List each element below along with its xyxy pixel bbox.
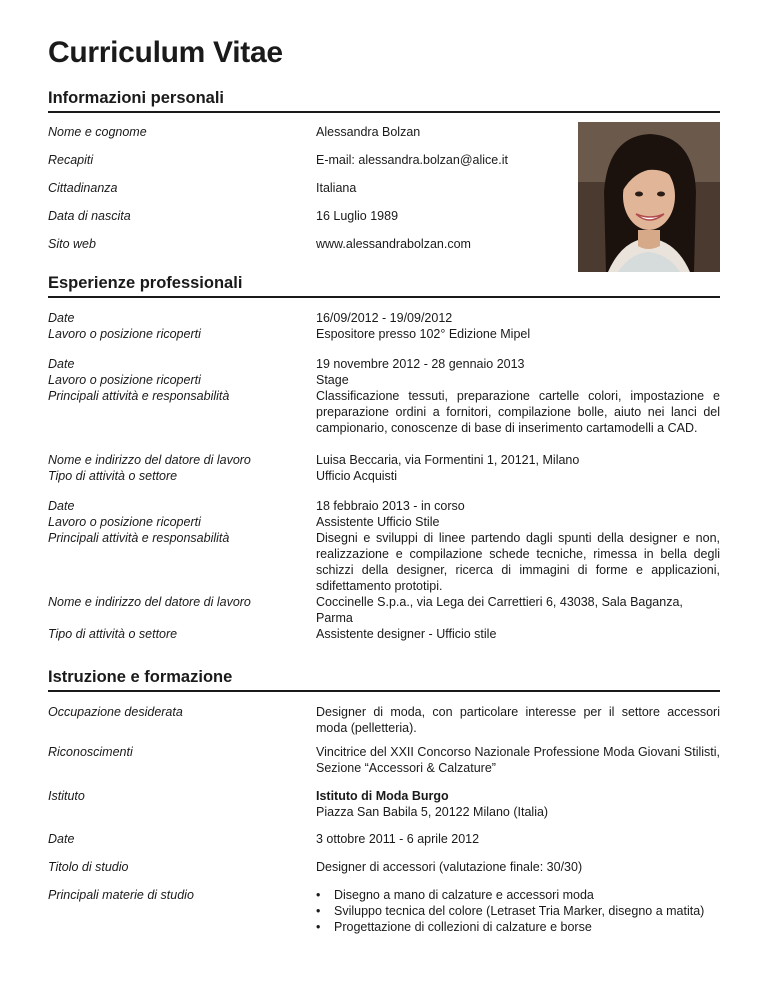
job2-sector-label: Tipo di attività o settore (48, 469, 178, 483)
section-education-heading: Istruzione e formazione (48, 667, 720, 692)
job1-role-label: Lavoro o posizione ricoperti (48, 327, 201, 341)
job3-sector-label: Tipo di attività o settore (48, 627, 178, 641)
personal-value-citizenship: Italiana (316, 181, 357, 195)
job3-employer-label: Nome e indirizzo del datore di lavoro (48, 595, 251, 609)
document-title: Curriculum Vitae (48, 36, 283, 69)
job2-sector: Ufficio Acquisti (316, 469, 398, 483)
education-dates-label: Date (48, 832, 75, 846)
education-institute-name: Istituto di Moda Burgo (316, 789, 449, 803)
job1-date: 16/09/2012 - 19/09/2012 (316, 311, 453, 325)
job3-sector: Assistente designer - Ufficio stile (316, 627, 497, 641)
education-subjects-label: Principali materie di studio (48, 888, 194, 902)
education-degree-label: Titolo di studio (48, 860, 129, 874)
job2-employer: Luisa Beccaria, via Formentini 1, 20121, Milano (316, 453, 580, 467)
personal-value-website[interactable]: www.alessandrabolzan.com (316, 237, 471, 251)
job2-role: Stage (316, 373, 349, 387)
personal-value-name: Alessandra Bolzan (316, 125, 421, 139)
job3-tasks-label: Principali attività e responsabilità (48, 531, 230, 545)
job3-tasks: Disegni e sviluppi di linee partendo dagli spunti della designer e non, realizzazione e compilazione schede tecniche, rimessa in bella degli schizzi della designer, ricerca di immagini di forme e applicazioni, sdifettamento prototipi. (316, 531, 720, 593)
personal-label-birthdate: Data di nascita (48, 209, 131, 223)
job3-date: 18 febbraio 2013 - in corso (316, 499, 465, 513)
education-occupation-label: Occupazione desiderata (48, 705, 183, 719)
personal-label-name: Nome e cognome (48, 125, 147, 139)
education-degree: Designer di accessori (valutazione finale: 30/30) (316, 860, 583, 874)
subject-item: • Disegno a mano di calzature e accessori moda (316, 887, 720, 903)
personal-value-email[interactable]: E-mail: alessandra.bolzan@alice.it (316, 153, 508, 167)
personal-label-citizenship: Cittadinanza (48, 181, 118, 195)
job3-employer: Coccinelle S.p.a., via Lega dei Carrettieri 6, 43038, Sala Baganza, Parma (316, 595, 683, 625)
job1-role: Espositore presso 102° Edizione Mipel (316, 327, 531, 341)
section-experience-heading: Esperienze professionali (48, 273, 720, 298)
subjects-list (316, 887, 720, 935)
section-personal-heading: Informazioni personali (48, 88, 720, 113)
personal-value-birthdate: 16 Luglio 1989 (316, 209, 399, 223)
job2-date: 19 novembre 2012 - 28 gennaio 2013 (316, 357, 525, 371)
job3-role-label: Lavoro o posizione ricoperti (48, 515, 201, 529)
subject-item: • Sviluppo tecnica del colore (Letraset Tria Marker, disegno a matita) (316, 903, 720, 919)
education-awards-label: Riconoscimenti (48, 745, 133, 759)
education-occupation: Designer di moda, con particolare interesse per il settore accessori moda (pelletteria). (316, 705, 720, 735)
profile-photo (578, 122, 720, 272)
personal-label-contacts: Recapiti (48, 153, 94, 167)
job2-tasks: Classificazione tessuti, preparazione cartelle colori, impostazione e preparazione ordini a fornitori, compilazione bolle, aiuto nei lanci del campionario, conoscenze di base di inserimento cartamodelli a CAD. (316, 389, 720, 435)
education-institute (316, 788, 720, 820)
education-awards: Vincitrice del XXII Concorso Nazionale Professione Moda Giovani Stilisti, Sezione “Accessori & Calzature” (316, 745, 720, 775)
job2-employer-label: Nome e indirizzo del datore di lavoro (48, 453, 251, 467)
education-dates: 3 ottobre 2011 - 6 aprile 2012 (316, 832, 480, 846)
job3-role: Assistente Ufficio Stile (316, 515, 440, 529)
job2-tasks-label: Principali attività e responsabilità (48, 389, 230, 403)
personal-label-website: Sito web (48, 237, 96, 251)
subject-item: • Progettazione di collezioni di calzature e borse (316, 919, 720, 935)
job2-date-label: Date (48, 357, 75, 371)
education-subjects (316, 887, 720, 935)
education-institute-label: Istituto (48, 789, 85, 803)
profile-photo-illustration (578, 122, 720, 272)
job3-date-label: Date (48, 499, 75, 513)
job1-date-label: Date (48, 311, 75, 325)
job2-role-label: Lavoro o posizione ricoperti (48, 373, 201, 387)
education-institute-address: Piazza San Babila 5, 20122 Milano (Italia) (316, 805, 549, 819)
